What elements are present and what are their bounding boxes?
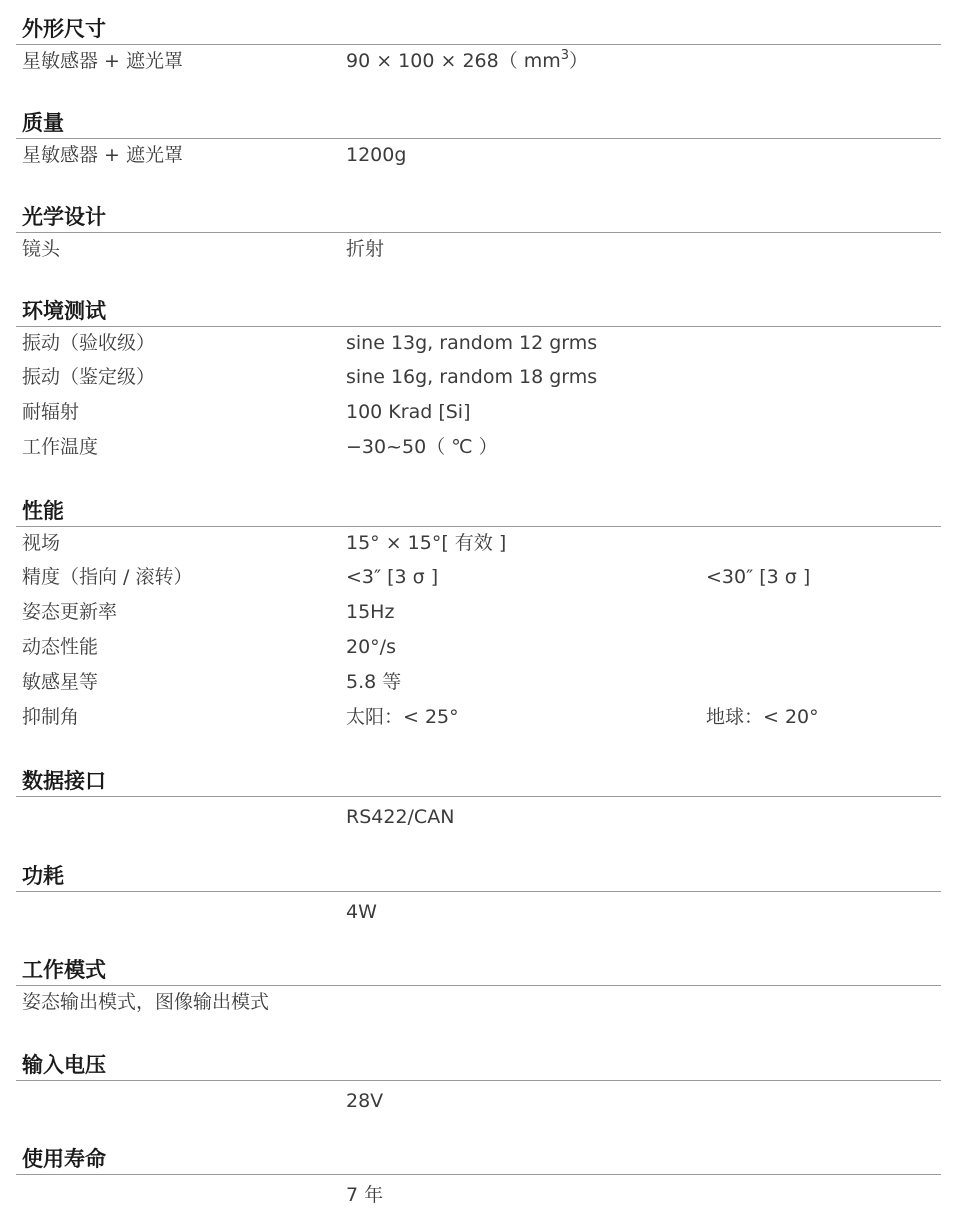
- spec-row: [0, 1084, 965, 1118]
- spec-value: −30~50（ ℃ ）: [346, 436, 498, 458]
- spec-label: 抑制角: [22, 706, 80, 728]
- spec-row: [0, 326, 965, 360]
- section-title: 功耗: [22, 864, 64, 888]
- spec-value: 15Hz: [346, 601, 395, 623]
- spec-row: [0, 700, 965, 734]
- spec-label: 耐辐射: [22, 401, 80, 423]
- spec-row: [0, 430, 965, 464]
- spec-label: 镜头: [22, 238, 61, 260]
- spec-row: [0, 895, 965, 929]
- section-title: 输入电压: [22, 1053, 106, 1077]
- spec-row: [0, 560, 965, 594]
- spec-row: [0, 595, 965, 629]
- section-title: 使用寿命: [22, 1147, 106, 1171]
- spec-value: 7 年: [346, 1184, 384, 1206]
- spec-label: 姿态输出模式，图像输出模式: [22, 991, 270, 1013]
- spec-label: 工作温度: [22, 436, 99, 458]
- spec-row: [0, 1178, 965, 1212]
- superscript: 3: [560, 48, 570, 63]
- spec-value: sine 13g, random 12 grms: [346, 332, 598, 354]
- spec-label: 振动（鉴定级）: [22, 366, 156, 388]
- spec-value: <3″ [3 σ ]: [346, 566, 439, 588]
- spec-row: [0, 232, 965, 266]
- section-divider: [16, 1080, 941, 1081]
- section-divider: [16, 1174, 941, 1175]
- spec-label: 敏感星等: [22, 671, 99, 693]
- section-title: 环境测试: [22, 299, 106, 323]
- section-title: 工作模式: [22, 958, 106, 982]
- spec-value: 1200g: [346, 144, 407, 166]
- spec-value: 5.8 等: [346, 671, 402, 693]
- spec-row: [0, 630, 965, 664]
- spec-value-secondary: 地球：< 20°: [706, 706, 819, 728]
- spec-row: [0, 800, 965, 834]
- spec-label: 动态性能: [22, 636, 99, 658]
- spec-value: 折射: [346, 238, 385, 260]
- spec-value: sine 16g, random 18 grms: [346, 366, 598, 388]
- spec-value: 28V: [346, 1090, 384, 1112]
- spec-value: 太阳：< 25°: [346, 706, 459, 728]
- spec-label: 星敏感器 + 遮光罩: [22, 50, 183, 72]
- spec-value: 90 × 100 × 268（ $mm^3$）: [346, 48, 589, 72]
- section-title: 性能: [22, 499, 64, 523]
- spec-row: [0, 138, 965, 172]
- section-divider: [16, 796, 941, 797]
- section-title: 质量: [22, 111, 64, 135]
- spec-value: 100 Krad [Si]: [346, 401, 471, 423]
- spec-row: [0, 360, 965, 394]
- spec-label: 精度（指向 / 滚转）: [22, 566, 193, 588]
- section-title: 外形尺寸: [22, 17, 106, 41]
- spec-row: [0, 395, 965, 429]
- spec-value: 15° × 15°[ 有效 ]: [346, 532, 507, 554]
- spec-label: 振动（验收级）: [22, 332, 156, 354]
- spec-value: RS422/CAN: [346, 806, 455, 828]
- spec-value: 20°/s: [346, 636, 396, 658]
- spec-row: [0, 526, 965, 560]
- spec-value-secondary: <30″ [3 σ ]: [706, 566, 811, 588]
- section-divider: [16, 891, 941, 892]
- section-title: 数据接口: [22, 769, 106, 793]
- spec-row: [0, 665, 965, 699]
- spec-label: 姿态更新率: [22, 601, 118, 623]
- spec-label: 视场: [22, 532, 61, 554]
- spec-label: 星敏感器 + 遮光罩: [22, 144, 183, 166]
- spec-row: [0, 985, 965, 1019]
- section-title: 光学设计: [22, 205, 106, 229]
- spec-value: 4W: [346, 901, 377, 923]
- spec-row: [0, 44, 965, 78]
